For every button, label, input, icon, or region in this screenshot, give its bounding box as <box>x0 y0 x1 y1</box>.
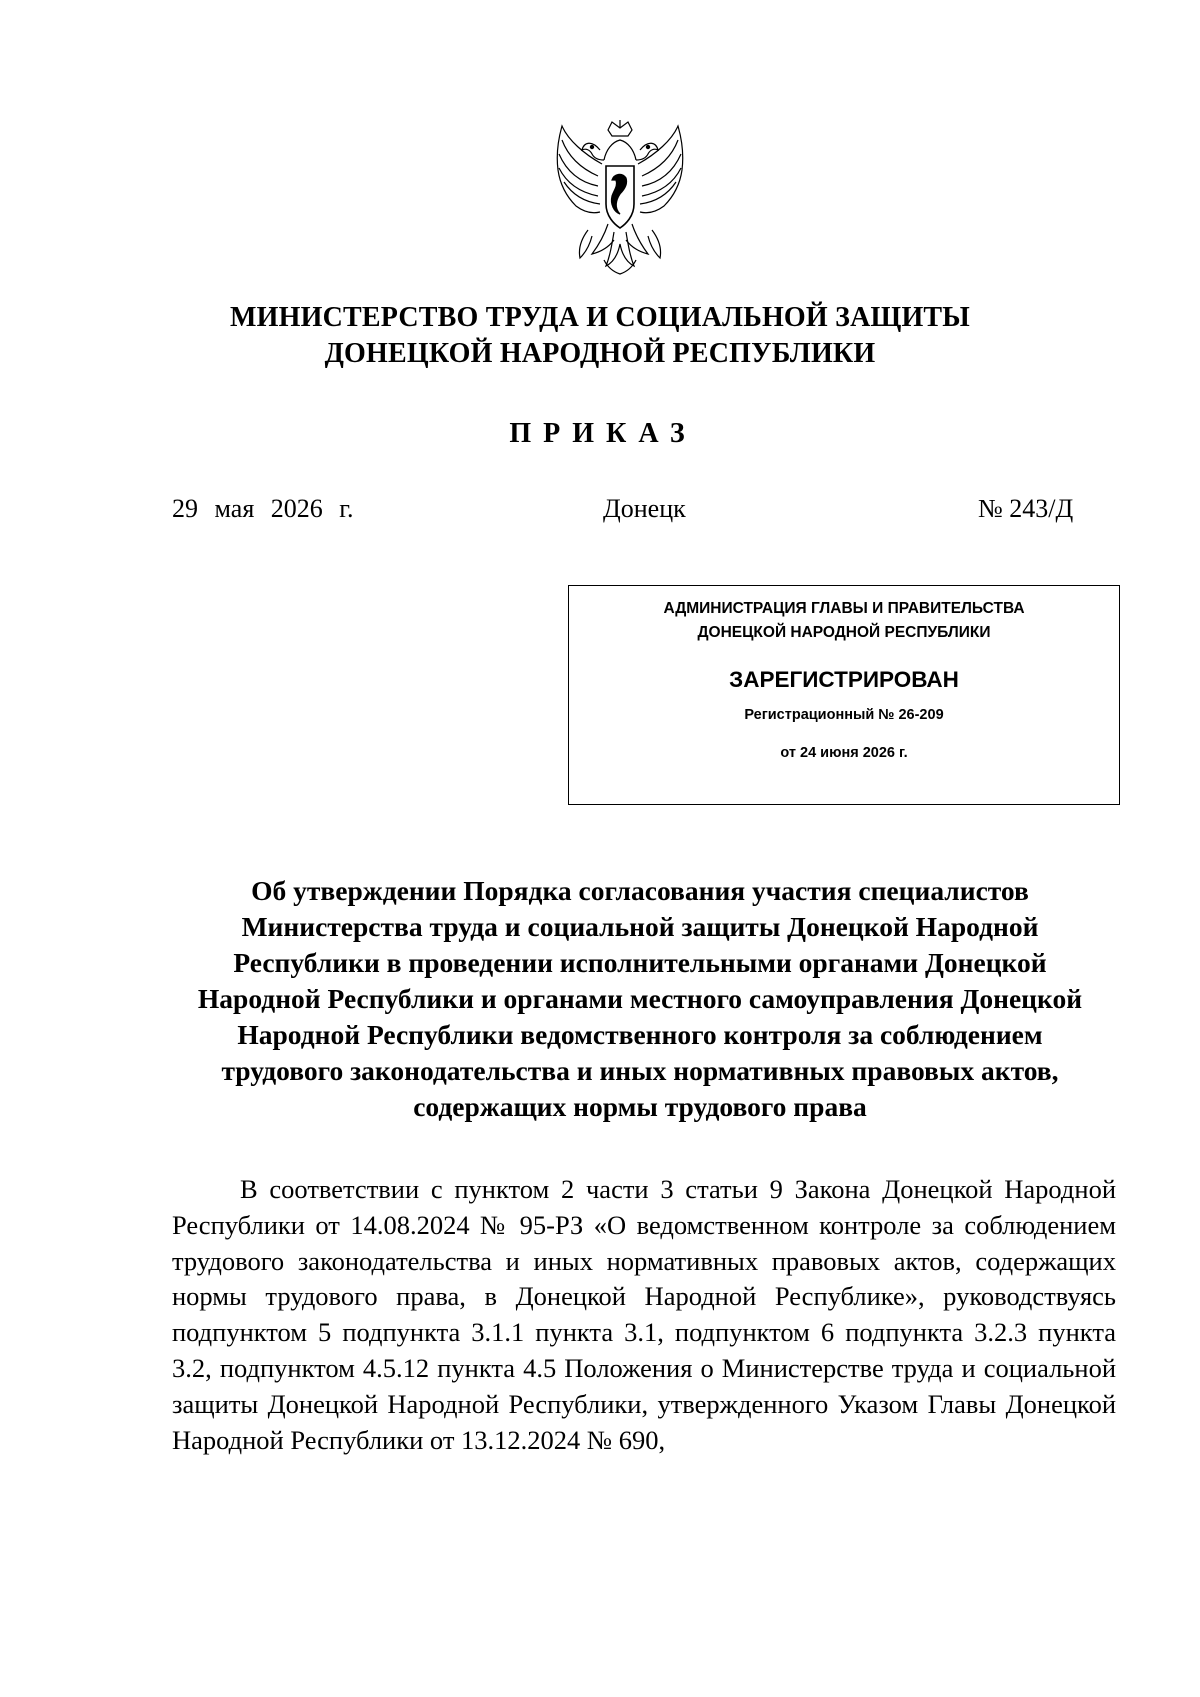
ministry-line-1: МИНИСТЕРСТВО ТРУДА И СОЦИАЛЬНОЙ ЗАЩИТЫ <box>230 302 970 333</box>
order-number: № 243/Д <box>978 494 1074 523</box>
title-line: Министерства труда и социальной защиты Донецкой Народной <box>241 911 1039 942</box>
stamp-registration-number: Регистрационный № 26-209 <box>744 707 944 723</box>
order-date: 29 мая 2026 г. <box>172 494 354 523</box>
title-line: трудового законодательства и иных нормативных правовых актов, <box>221 1055 1059 1086</box>
title-line: Народной Республики и органами местного самоуправления Донецкой <box>197 983 1083 1014</box>
ministry-header <box>0 300 1200 372</box>
stamp-status: ЗАРЕГИСТРИРОВАН <box>729 667 959 692</box>
order-city: Донецк <box>603 494 686 523</box>
document-type-heading: ПРИКАЗ <box>509 418 697 449</box>
title-line: Об утверждении Порядка согласования участия специалистов <box>251 875 1029 906</box>
body-paragraph: В соответствии с пунктом 2 части 3 статьи 9 Закона Донецкой Народной Республики от 14.08.2024 № 95-РЗ «О ведомственном контроле за соблюдением трудового законодательства и иных нормативных правовых актов, содержащих нормы трудового права, в Донецкой Народной Республике», руководствуясь подпунктом 5 подпункта 3.1.1 пункта 3.1, подпунктом 6 подпункта 3.2.3 пункта 3.2, подпунктом 4.5.12 пункта 4.5 Положения о Министерстве труда и социальной защиты Донецкой Народной Республики, утвержденного Указом Главы Донецкой Народной Республики от 13.12.2024 № 690, <box>172 1174 1116 1455</box>
title-line: содержащих нормы трудового права <box>413 1091 867 1122</box>
title-line: Народной Республики ведомственного контроля за соблюдением <box>237 1019 1043 1050</box>
coat-of-arms-emblem <box>548 120 693 275</box>
stamp-org-line-1: АДМИНИСТРАЦИЯ ГЛАВЫ И ПРАВИТЕЛЬСТВА <box>663 600 1025 617</box>
stamp-organization <box>569 597 1119 645</box>
registration-stamp <box>568 585 1120 805</box>
document-title <box>160 873 1120 1125</box>
title-line: Республики в проведении исполнительными органами Донецкой <box>233 947 1047 978</box>
stamp-org-line-2: ДОНЕЦКОЙ НАРОДНОЙ РЕСПУБЛИКИ <box>697 624 991 641</box>
stamp-registration-date: от 24 июня 2026 г. <box>780 745 908 761</box>
ministry-line-2: ДОНЕЦКОЙ НАРОДНОЙ РЕСПУБЛИКИ <box>324 338 876 369</box>
